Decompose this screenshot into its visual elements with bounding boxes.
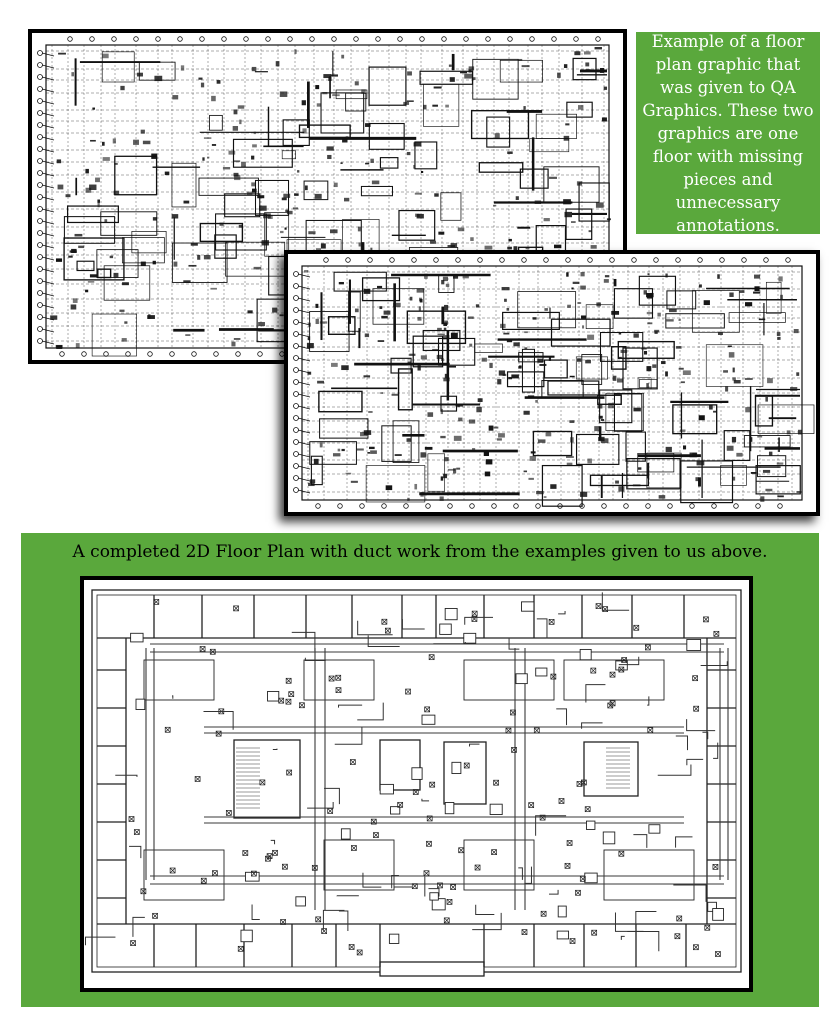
original-floor-plan-right: [284, 250, 820, 516]
completed-floor-plan-drawing: [84, 580, 749, 988]
branch-ducts: [85, 592, 727, 951]
stairs: [236, 748, 630, 808]
completed-floor-plan: [80, 576, 753, 992]
vav-boxes: [131, 602, 724, 944]
floor-plan-drawing-right: [288, 254, 816, 512]
description-callout: [636, 32, 820, 234]
walls: [92, 590, 741, 976]
blueprint-linework: [302, 266, 814, 506]
diffusers: [129, 599, 720, 956]
completed-plan-caption: A completed 2D Floor Plan with duct work from the examples given to us above.: [72, 542, 768, 562]
duct-trunks: [146, 644, 728, 910]
callout-text: Example of a floor plan graphic that was given to QA Graphics. These two graphics are one floor with missing pieces and unnecessary annotations.: [642, 31, 814, 235]
